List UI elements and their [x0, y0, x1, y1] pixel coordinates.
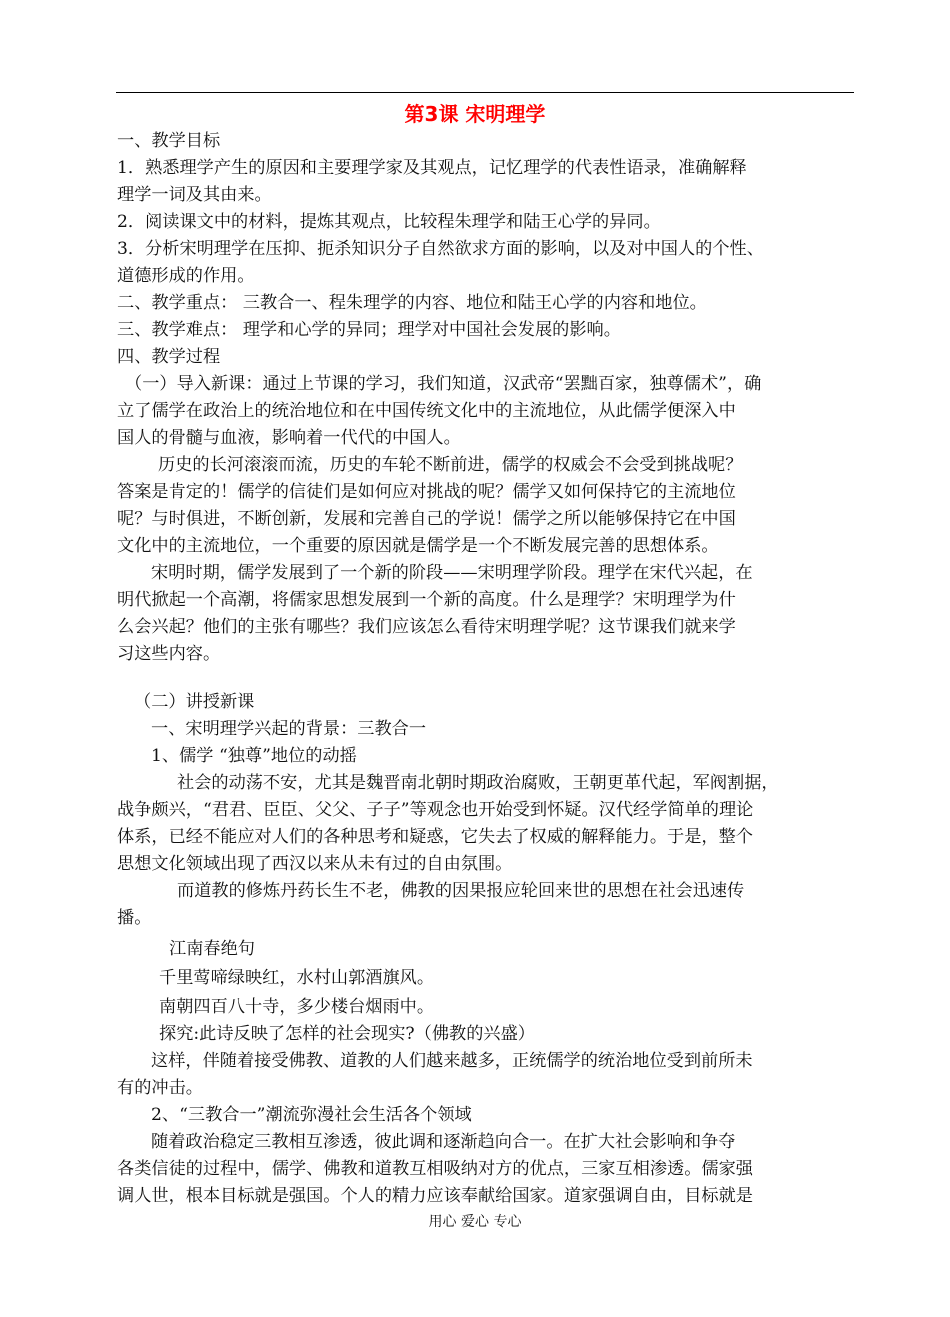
paragraph-line: 立了儒学在政治上的统治地位和在中国传统文化中的主流地位，从此儒学便深入中 — [117, 401, 736, 421]
subsection-heading: 一、宋明理学兴起的背景：三教合一 — [151, 719, 427, 739]
paragraph-line: 这样，伴随着接受佛教、道教的人们越来越多，正统儒学的统治地位受到前所未 — [151, 1051, 753, 1071]
paragraph-line: 答案是肯定的！儒学的信徒们是如何应对挑战的呢？儒学又如何保持它的主流地位 — [117, 482, 736, 502]
paragraph-line: 思想文化领域出现了西汉以来从未有过的自由氛围。 — [117, 854, 513, 874]
inquiry-line: 探究:此诗反映了怎样的社会现实?（佛教的兴盛） — [159, 1024, 535, 1044]
paragraph-line: 么会兴起？他们的主张有哪些？我们应该怎么看待宋明理学呢？这节课我们就来学 — [117, 617, 736, 637]
paragraph-line: 历史的长河滚滚而流，历史的车轮不断前进，儒学的权威会不会受到挑战呢？ — [158, 455, 743, 475]
section-heading-objectives: 一、教学目标 — [117, 131, 221, 151]
paragraph-line: 播。 — [117, 908, 152, 928]
paragraph-line: 呢？与时俱进，不断创新，发展和完善自己的学说！儒学之所以能够保持它在中国 — [117, 509, 736, 529]
header-rule — [116, 92, 854, 93]
paragraph-line: 宋明时期，儒学发展到了一个新的阶段——宋明理学阶段。理学在宋代兴起，在 — [151, 563, 753, 583]
section-heading-process: 四、教学过程 — [117, 347, 221, 367]
poem-line: 千里莺啼绿映红，水村山郭酒旗风。 — [159, 968, 435, 988]
lesson-title: 第3课 宋明理学 — [404, 102, 546, 126]
paragraph-line: （一）导入新课：通过上节课的学习，我们知道，汉武帝“罢黜百家，独尊儒术”，确 — [125, 374, 762, 394]
paragraph-line: 国人的骨髓与血液，影响着一代代的中国人。 — [117, 428, 461, 448]
paragraph-line: 战争颇兴，“君君、臣臣、父父、子子”等观念也开始受到怀疑。汉代经学简单的理论 — [117, 800, 754, 820]
paragraph-line: 1．熟悉理学产生的原因和主要理学家及其观点，记忆理学的代表性语录，准确解释 — [117, 158, 747, 178]
page-footer: 用心 爱心 专心 — [428, 1214, 522, 1230]
paragraph-line: 道德形成的作用。 — [117, 266, 255, 286]
paragraph-line: 社会的动荡不安，尤其是魏晋南北朝时期政治腐败，王朝更革代起，军阀割据， — [177, 773, 779, 793]
paragraph-line: 各类信徒的过程中，儒学、佛教和道教互相吸纳对方的优点，三家互相渗透。儒家强 — [117, 1159, 753, 1179]
subsection-heading: 2、“三教合一”潮流弥漫社会生活各个领域 — [151, 1105, 472, 1125]
paragraph-line: 随着政治稳定三教相互渗透，彼此调和逐渐趋向合一。在扩大社会影响和争夺 — [151, 1132, 736, 1152]
subsection-heading: 1、儒学 “独尊”地位的动摇 — [151, 746, 357, 766]
paragraph-line: 文化中的主流地位，一个重要的原因就是儒学是一个不断发展完善的思想体系。 — [117, 536, 719, 556]
blank-line — [117, 668, 857, 689]
paragraph-line: 2．阅读课文中的材料，提炼其观点，比较程朱理学和陆王心学的异同。 — [117, 212, 661, 232]
section-heading-difficulties: 三、教学难点： 理学和心学的异同；理学对中国社会发展的影响。 — [117, 320, 621, 340]
paragraph-line: 调人世，根本目标就是强国。个人的精力应该奉献给国家。道家强调自由，目标就是 — [117, 1186, 753, 1206]
lesson-body — [117, 128, 857, 1210]
paragraph-line: 理学一词及其由来。 — [117, 185, 272, 205]
section-heading-new-lesson: （二）讲授新课 — [134, 692, 255, 712]
poem-title: 江南春绝句 — [169, 939, 255, 959]
paragraph-line: 有的冲击。 — [117, 1078, 203, 1098]
section-heading-key-points: 二、教学重点： 三教合一、程朱理学的内容、地位和陆王心学的内容和地位。 — [117, 293, 707, 313]
poem-line: 南朝四百八十寺，多少楼台烟雨中。 — [159, 997, 435, 1017]
paragraph-line: 3．分析宋明理学在压抑、扼杀知识分子自然欲求方面的影响，以及对中国人的个性、 — [117, 239, 764, 259]
paragraph-line: 而道教的修炼丹药长生不老，佛教的因果报应轮回来世的思想在社会迅速传 — [177, 881, 745, 901]
paragraph-line: 体系，已经不能应对人们的各种思考和疑惑，它失去了权威的解释能力。于是，整个 — [117, 827, 753, 847]
paragraph-line: 明代掀起一个高潮，将儒家思想发展到一个新的高度。什么是理学？宋明理学为什 — [117, 590, 736, 610]
paragraph-line: 习这些内容。 — [117, 644, 221, 664]
